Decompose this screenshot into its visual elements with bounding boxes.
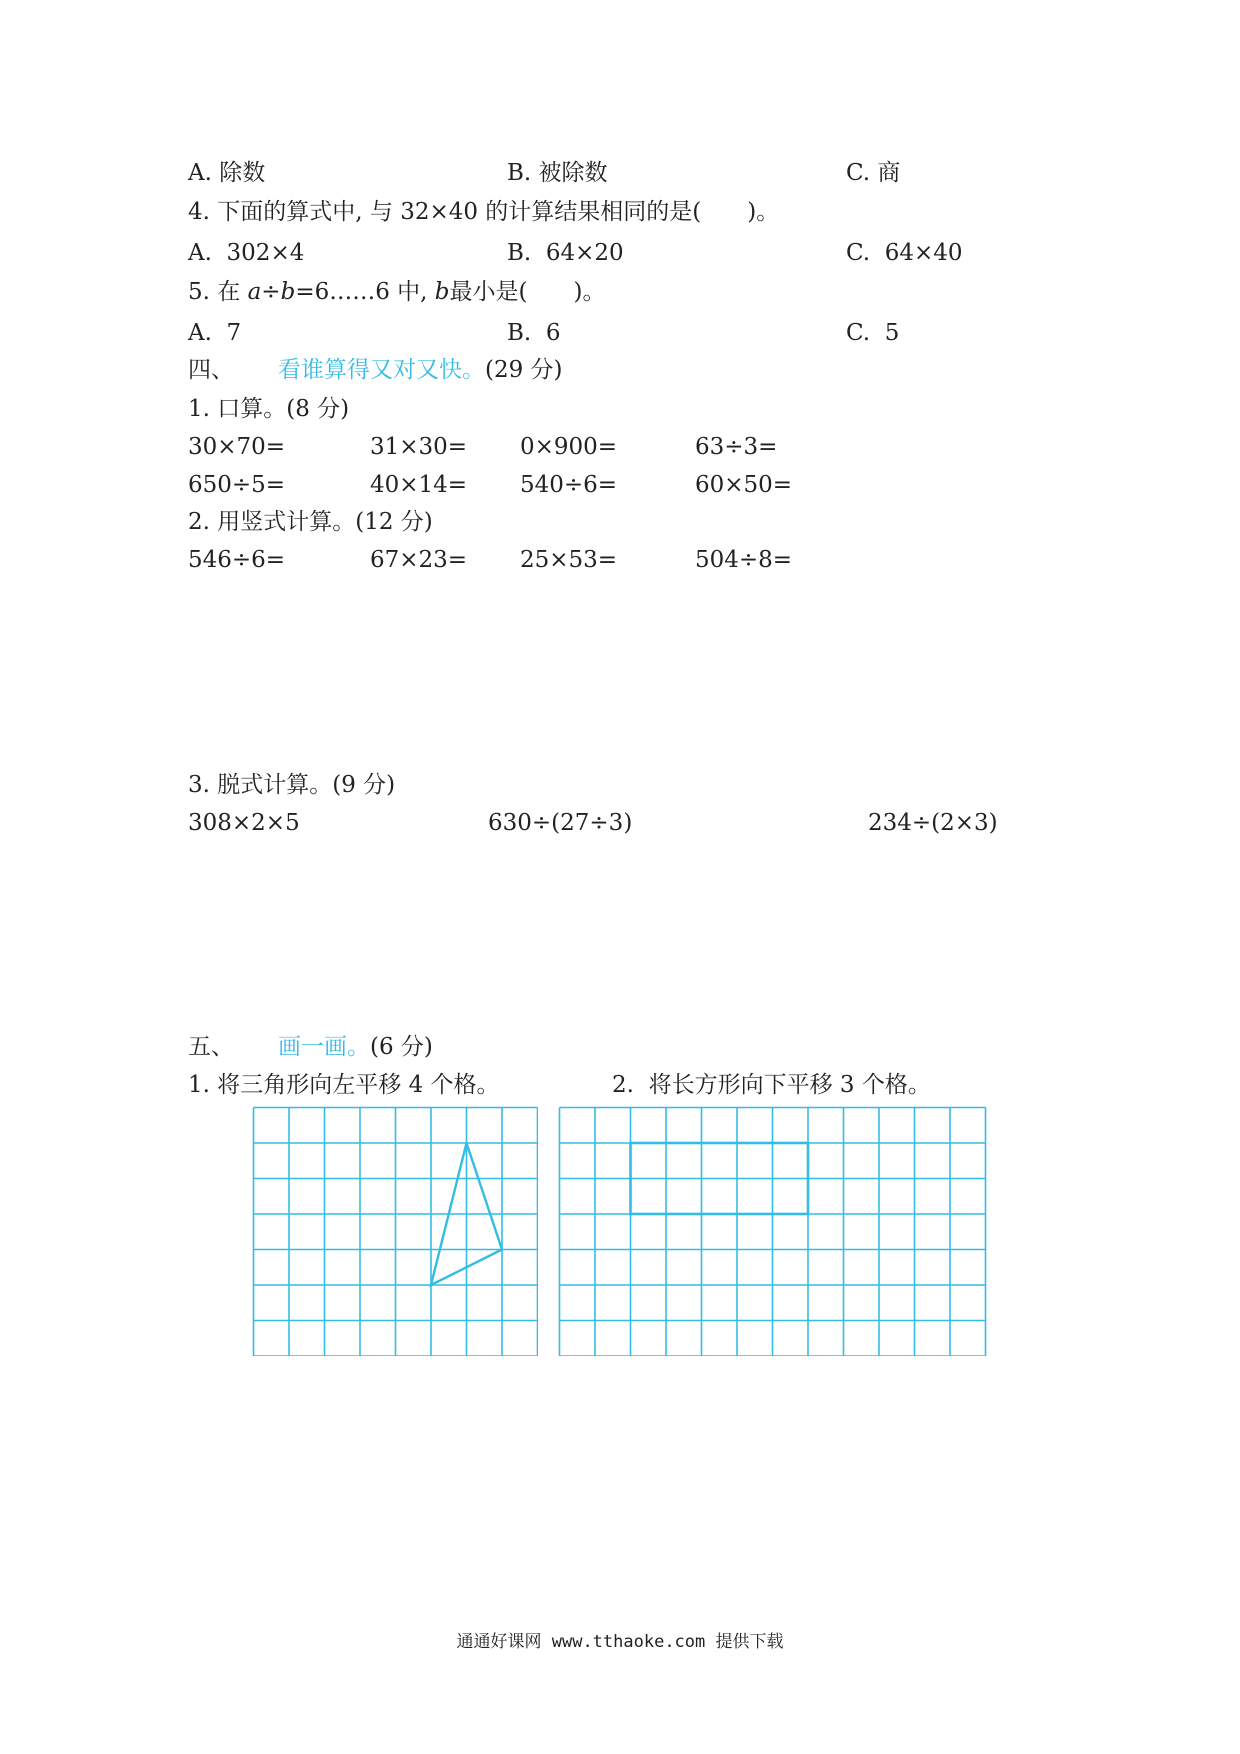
task2-instruction: 2. 将长方形向下平移 3 个格。: [612, 1072, 931, 1098]
q5-variable-b-2: b: [434, 279, 450, 305]
section5-score: (6 分): [370, 1034, 433, 1060]
section4-title: 看谁算得又对又快。: [278, 357, 485, 383]
q4-stem: 4. 下面的算式中, 与 32×40 的计算结果相同的是( )。: [188, 199, 780, 225]
rectangle-grid: [558, 1106, 988, 1356]
section5-number: 五、: [188, 1034, 234, 1060]
oral-calc-item: 30×70=: [188, 434, 286, 460]
q3-option-a: A. 除数: [188, 160, 266, 186]
part1-heading: 1. 口算。(8 分): [188, 396, 350, 422]
section4-score: (29 分): [485, 357, 563, 383]
q5-stem: [188, 277, 605, 307]
q4-option-a: A. 302×4: [188, 240, 305, 266]
q5-option-c: C. 5: [846, 320, 900, 346]
section4-heading: [188, 355, 563, 385]
oral-calc-item: 60×50=: [695, 472, 793, 498]
stepwise-calc-item: 308×2×5: [188, 810, 300, 836]
oral-calc-item: 31×30=: [370, 434, 468, 460]
stepwise-calc-item: 234÷(2×3): [868, 810, 998, 836]
oral-calc-item: 540÷6=: [520, 472, 618, 498]
stepwise-calc-item: 630÷(27÷3): [488, 810, 633, 836]
oral-calc-item: 0×900=: [520, 434, 618, 460]
q5-variable-b: b: [280, 279, 296, 305]
vertical-calc-item: 546÷6=: [188, 547, 286, 573]
oral-calc-item: 63÷3=: [695, 434, 778, 460]
section4-number: 四、: [188, 357, 234, 383]
q5-stem-middle: =6……6 中,: [295, 279, 435, 305]
q3-option-b: B. 被除数: [507, 160, 608, 186]
part2-heading: 2. 用竖式计算。(12 分): [188, 509, 433, 535]
q4-option-c: C. 64×40: [846, 240, 963, 266]
q5-division-sign: ÷: [261, 279, 281, 305]
triangle-grid: [252, 1106, 538, 1356]
section5-heading: [188, 1032, 433, 1062]
vertical-calc-item: 25×53=: [520, 547, 618, 573]
footer-source: 通通好课网 www.tthaoke.com 提供下载: [456, 1632, 784, 1652]
q3-option-c: C. 商: [846, 160, 901, 186]
q5-stem-prefix: 5. 在: [188, 279, 248, 305]
section5-title: 画一画。: [278, 1034, 370, 1060]
oral-calc-item: 40×14=: [370, 472, 468, 498]
q5-option-a: A. 7: [188, 320, 242, 346]
q4-option-b: B. 64×20: [507, 240, 624, 266]
q5-variable-a: a: [247, 279, 262, 305]
vertical-calc-item: 67×23=: [370, 547, 468, 573]
oral-calc-item: 650÷5=: [188, 472, 286, 498]
q5-stem-suffix: 最小是( )。: [449, 279, 606, 305]
part3-heading: 3. 脱式计算。(9 分): [188, 772, 396, 798]
vertical-calc-item: 504÷8=: [695, 547, 793, 573]
q5-option-b: B. 6: [507, 320, 561, 346]
task1-instruction: 1. 将三角形向左平移 4 个格。: [188, 1072, 500, 1098]
